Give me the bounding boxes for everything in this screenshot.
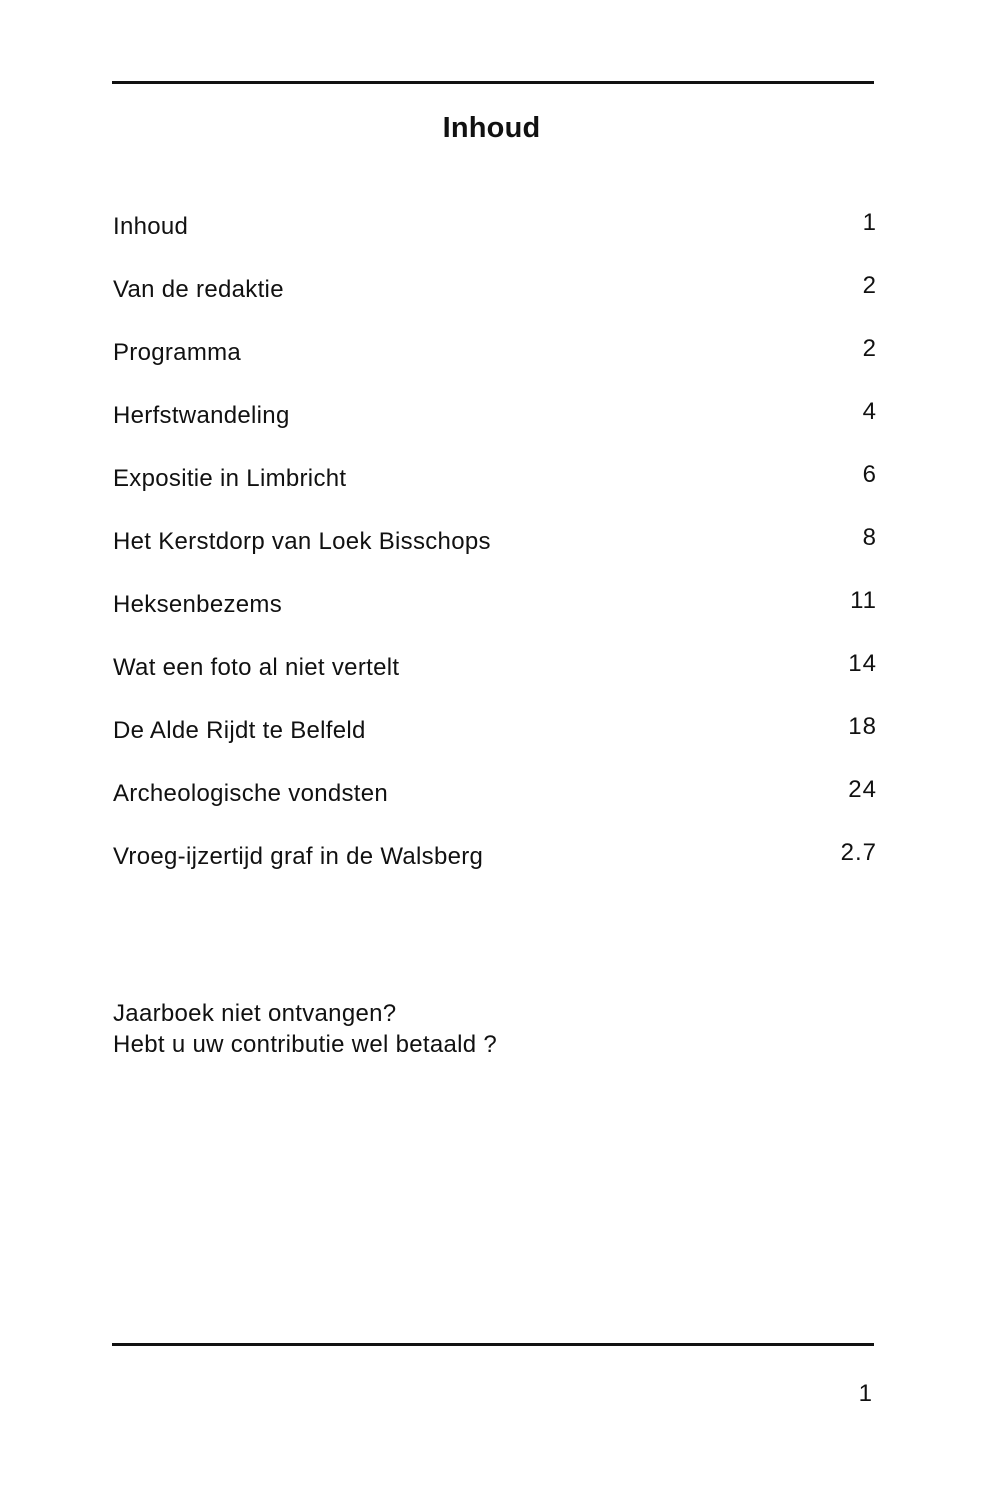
- toc-entry: [113, 266, 877, 329]
- toc-entry-page: 2: [862, 335, 877, 362]
- toc-entry-label: Herfstwandeling: [113, 402, 290, 429]
- bottom-rule: [112, 1343, 874, 1346]
- table-of-contents: [113, 203, 877, 896]
- toc-entry-page: 2.7: [840, 839, 877, 866]
- toc-entry-label: Van de redaktie: [113, 276, 284, 303]
- toc-entry-label: Expositie in Limbricht: [113, 465, 347, 492]
- toc-entry-label: Wat een foto al niet vertelt: [113, 654, 400, 681]
- toc-entry: [113, 518, 877, 581]
- toc-entry-label: Het Kerstdorp van Loek Bisschops: [113, 528, 491, 555]
- toc-entry-page: 6: [862, 461, 877, 488]
- toc-entry: [113, 644, 877, 707]
- toc-entry-label: Programma: [113, 339, 242, 366]
- toc-entry-page: 24: [848, 776, 877, 803]
- toc-entry: [113, 455, 877, 518]
- toc-entry-label: Heksenbezems: [113, 591, 283, 618]
- toc-entry: [113, 833, 877, 896]
- toc-entry-page: 4: [862, 398, 877, 425]
- toc-entry-label: De Alde Rijdt te Belfeld: [113, 717, 366, 744]
- toc-entry-page: 2: [862, 272, 877, 299]
- toc-entry-label: Inhoud: [113, 213, 189, 240]
- toc-entry: [113, 203, 877, 266]
- toc-entry-page: 8: [862, 524, 877, 551]
- notice-line-2: Hebt u uw contributie wel betaald ?: [113, 1031, 498, 1058]
- page-number: 1: [858, 1380, 872, 1407]
- toc-entry-page: 14: [848, 650, 877, 677]
- top-rule: [112, 81, 874, 84]
- notice-line-1: Jaarboek niet ontvangen?: [113, 1000, 397, 1027]
- toc-entry: [113, 329, 877, 392]
- toc-entry-page: 11: [850, 587, 877, 614]
- toc-entry: [113, 392, 877, 455]
- toc-entry: [113, 707, 877, 770]
- page-title: Inhoud: [442, 112, 541, 144]
- toc-entry-label: Archeologische vondsten: [113, 780, 389, 807]
- toc-entry-page: 18: [848, 713, 877, 740]
- toc-entry: [113, 581, 877, 644]
- toc-entry: [113, 770, 877, 833]
- notice-text: [113, 998, 497, 1060]
- toc-entry-label: Vroeg-ijzertijd graf in de Walsberg: [113, 843, 484, 870]
- toc-entry-page: 1: [862, 209, 877, 236]
